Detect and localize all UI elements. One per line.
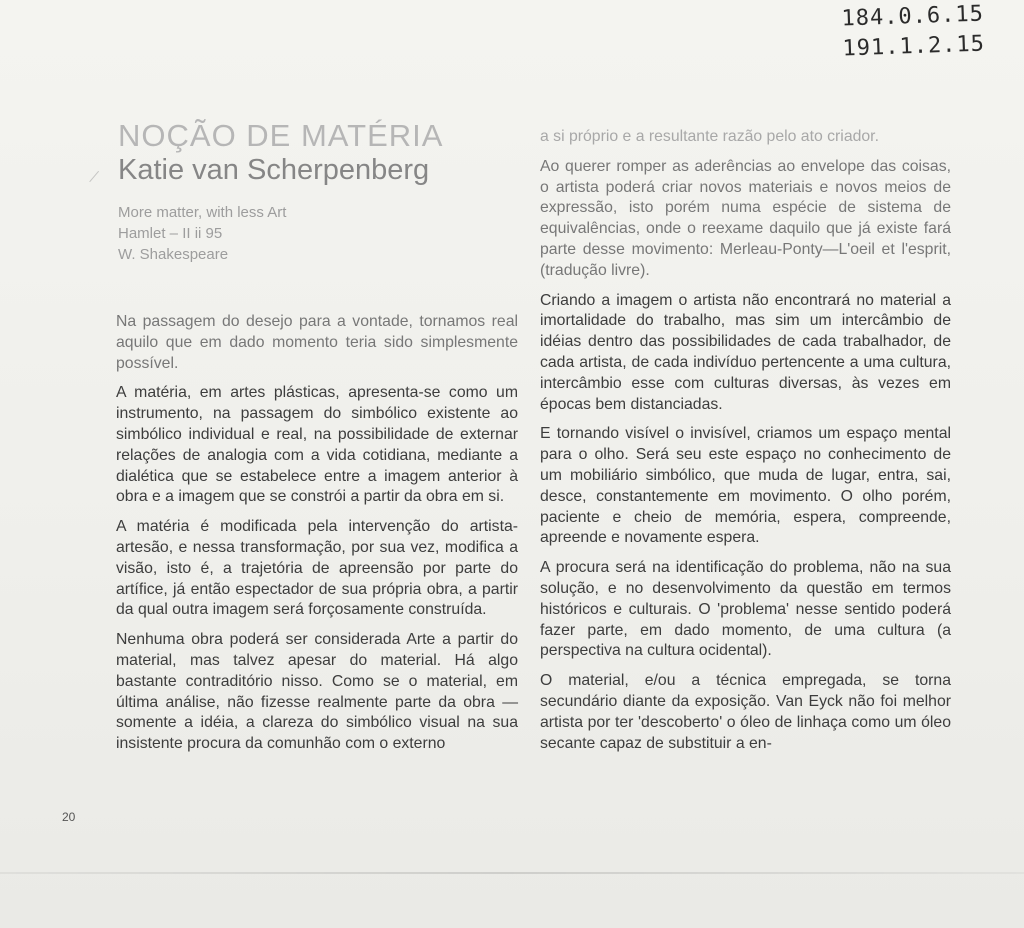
paragraph: Na passagem do desejo para a vontade, tornamos real aquilo que em dado momento teria sido simplesmente possível. bbox=[116, 313, 518, 372]
paragraph: A matéria, em artes plásticas, apresenta-se como um instrumento, na passagem do simbólico existente ao simbólico individual e real, na possibilidade de externar relações de analogia com a vida cotidiana, mediante a dialética que se estabelece entre a imagem anterior à obra e a imagem que se constrói a partir da obra em si. bbox=[116, 384, 518, 506]
handwritten-catalog-number bbox=[841, 0, 985, 64]
paragraph: a si próprio e a resultante razão pelo ato criador. bbox=[540, 128, 879, 145]
article-author: Katie van Scherpenberg bbox=[118, 154, 430, 186]
paragraph: O material, e/ou a técnica empregada, se torna secundário diante da exposição. Van Eyck não foi melhor artista por ter 'descoberto' o óleo de linhaça como um óleo secante capaz de substituir a en- bbox=[540, 672, 951, 752]
epigraph-author: W. Shakespeare bbox=[118, 246, 229, 263]
left-column bbox=[116, 312, 518, 764]
pencil-mark bbox=[89, 171, 109, 191]
paragraph: Nenhuma obra poderá ser considerada Arte a partir do material, mas talvez apesar do material. Há algo bastante contraditório nisso. Como se o material, em última análise, não fizesse realmente parte da obra — somente a idéia, a clareza do simbólico visual na sua insistente procura da comunhão com o externo bbox=[116, 631, 518, 753]
paragraph: A procura será na identificação do problema, não na sua solução, e no desenvolvimento da questão em termos históricos e culturais. O 'problema' nesse sentido poderá fazer parte, em dado momento, de uma cultura (a perspectiva na cultura ocidental). bbox=[540, 559, 951, 660]
catalog-line-1: 184.0.6.15 bbox=[840, 1, 984, 32]
page-number: 20 bbox=[62, 810, 76, 824]
page-fold-line bbox=[0, 872, 1024, 874]
epigraph-source: Hamlet – II ii 95 bbox=[118, 225, 223, 242]
paragraph: Criando a imagem o artista não encontrará no material a imortalidade do trabalho, mas sim um intercâmbio de idéias dentro das possibilidades de cada trabalhador, de cada artista, de cada indivíduo pertencente a uma cultura, intercâmbio esse com culturas diversas, às vezes em épocas bem distanciadas. bbox=[540, 291, 951, 413]
right-column bbox=[540, 127, 951, 763]
epigraph bbox=[118, 202, 286, 265]
paragraph: A matéria é modificada pela intervenção do artista-artesão, e nessa transformação, por sua vez, modifica a visão, isto é, a trajetória de apreensão por parte do artífice, já então espectador de sua própria obra, a partir da qual outra imagem será forçosamente construída. bbox=[116, 518, 518, 619]
epigraph-quote: More matter, with less Art bbox=[118, 204, 287, 221]
paragraph: E tornando visível o invisível, criamos um espaço mental para o olho. Será seu este espaço no conhecimento de um mobiliário simbólico, que muda de lugar, entra, sai, desce, constantemente em movimento. O olho porém, paciente e cheio de memória, espera, compreende, apreende e novamente espera. bbox=[540, 425, 951, 547]
article-title: NOÇÃO DE MATÉRIA bbox=[118, 118, 444, 153]
paragraph: Ao querer romper as aderências ao envelope das coisas, o artista poderá criar novos materiais e novos meios de expressão, isto porém numa espécie de sistema de equivalências, onde o reexame daquilo que já existe fará parte desse movimento: Merleau-Ponty—L'oeil et l'esprit, (tradução livre). bbox=[540, 157, 951, 279]
catalog-line-2: 191.1.2.15 bbox=[841, 31, 985, 62]
